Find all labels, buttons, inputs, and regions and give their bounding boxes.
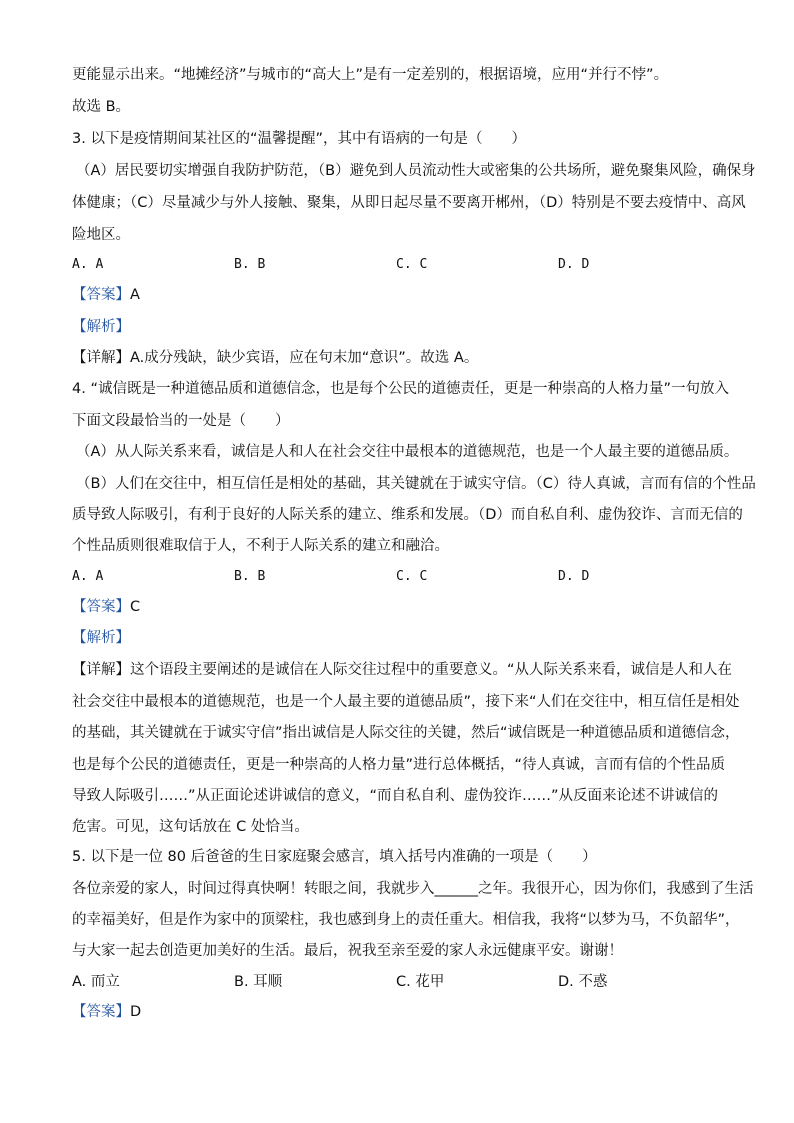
q3-option-c: C. C bbox=[396, 257, 428, 272]
q5-answer: 【答案】D bbox=[72, 1004, 142, 1020]
text-line: 更能显示出来。“地摊经济”与城市的“高大上”是有一定差别的，根据语境，应用“并行不悖”。 bbox=[72, 67, 669, 83]
q5-option-a: A. 而立 bbox=[72, 974, 120, 990]
q5-option-b: B. 耳顺 bbox=[234, 974, 283, 990]
q4-option-c: C. C bbox=[396, 569, 428, 584]
q3-option-b: B. B bbox=[234, 257, 266, 272]
text-line: 也是每个公民的道德责任，更是一种崇高的人格力量”进行总体概括，“待人真诚，言而有信的个性品质 bbox=[72, 757, 726, 773]
text-line: 的幸福美好，但是作为家中的顶梁柱，我也感到身上的责任重大。相信我，我将“以梦为马，不负韶华”， bbox=[72, 912, 740, 928]
q5-option-c: C. 花甲 bbox=[396, 974, 445, 990]
q3-answer: 【答案】A bbox=[72, 287, 140, 303]
text-line: 体健康；（C）尽量减少与外人接触、聚集，从即日起尽量不要离开郴州，（D）特别是不要去疫情中、高风 bbox=[72, 195, 746, 211]
text-line: 质导致人际吸引，有利于良好的人际关系的建立、维系和发展。（D）而自私自利、虚伪狡诈、言而无信的 bbox=[72, 507, 743, 523]
q4-option-a: A. A bbox=[72, 569, 104, 584]
text-line: （B）人们在交往中，相互信任是相处的基础，其关键就在于诚实守信。（C）待人真诚，言而有信的个性品 bbox=[76, 476, 756, 492]
q5-option-d: D. 不惑 bbox=[558, 974, 608, 990]
q4-analysis-label: 【解析】 bbox=[72, 630, 130, 646]
question-3-stem: 3. 以下是疫情期间某社区的“温馨提醒”，其中有语病的一句是（ ） bbox=[72, 131, 526, 147]
q4-option-d: D. D bbox=[558, 569, 590, 584]
text-line: 故选 B。 bbox=[72, 99, 131, 115]
q4-answer: 【答案】C bbox=[72, 599, 141, 615]
q4-option-b: B. B bbox=[234, 569, 266, 584]
text-line: 危害。可见，这句话放在 C 处恰当。 bbox=[72, 819, 309, 835]
text-line: 的基础，其关键就在于诚实守信”指出诚信是人际交往的关键，然后“诚信既是一种道德品质和道德信念， bbox=[72, 725, 740, 741]
text-line: 与大家一起去创造更加美好的生活。最后，祝我至亲至爱的家人永远健康平安。谢谢！ bbox=[72, 943, 623, 959]
q3-analysis-label: 【解析】 bbox=[72, 319, 130, 335]
text-line: 险地区。 bbox=[72, 227, 130, 243]
q3-option-d: D. D bbox=[558, 257, 590, 272]
text-line: 导致人际吸引……”从正面论述讲诚信的意义，“而自私自利、虚伪狡诈……”从反面来论述不讲诚信的 bbox=[72, 788, 719, 804]
text-line: 个性品质则很难取信于人，不利于人际关系的建立和融洽。 bbox=[72, 538, 449, 554]
question-4-stem: 4. “诚信既是一种道德品质和道德信念，也是每个公民的道德责任，更是一种崇高的人格力量”一句放入 bbox=[72, 381, 729, 397]
text-line: 各位亲爱的家人，时间过得真快啊！转眼之间，我就步入______之年。我很开心，因为你们，我感到了生活 bbox=[72, 881, 754, 897]
text-line: 社会交往中最根本的道德规范，也是一个人最主要的道德品质”，接下来“人们在交往中，相互信任是相处 bbox=[72, 694, 740, 710]
question-5-stem: 5. 以下是一位 80 后爸爸的生日家庭聚会感言，填入括号内准确的一项是（ ） bbox=[72, 849, 597, 865]
text-line: 下面文段最恰当的一处是（ ） bbox=[72, 413, 290, 429]
text-line: （A）居民要切实增强自我防护防范，（B）避免到人员流动性大或密集的公共场所，避免聚集风险，确保身 bbox=[76, 163, 756, 179]
q3-explanation: 【详解】A.成分残缺，缺少宾语，应在句末加“意识”。故选 A。 bbox=[72, 350, 479, 366]
text-line: （A）从人际关系来看，诚信是人和人在社会交往中最根本的道德规范，也是一个人最主要的道德品质。 bbox=[76, 444, 739, 460]
q3-option-a: A. A bbox=[72, 257, 104, 272]
q4-explanation: 【详解】这个语段主要阐述的是诚信在人际交往过程中的重要意义。“从人际关系来看，诚信是人和人在 bbox=[72, 662, 733, 678]
